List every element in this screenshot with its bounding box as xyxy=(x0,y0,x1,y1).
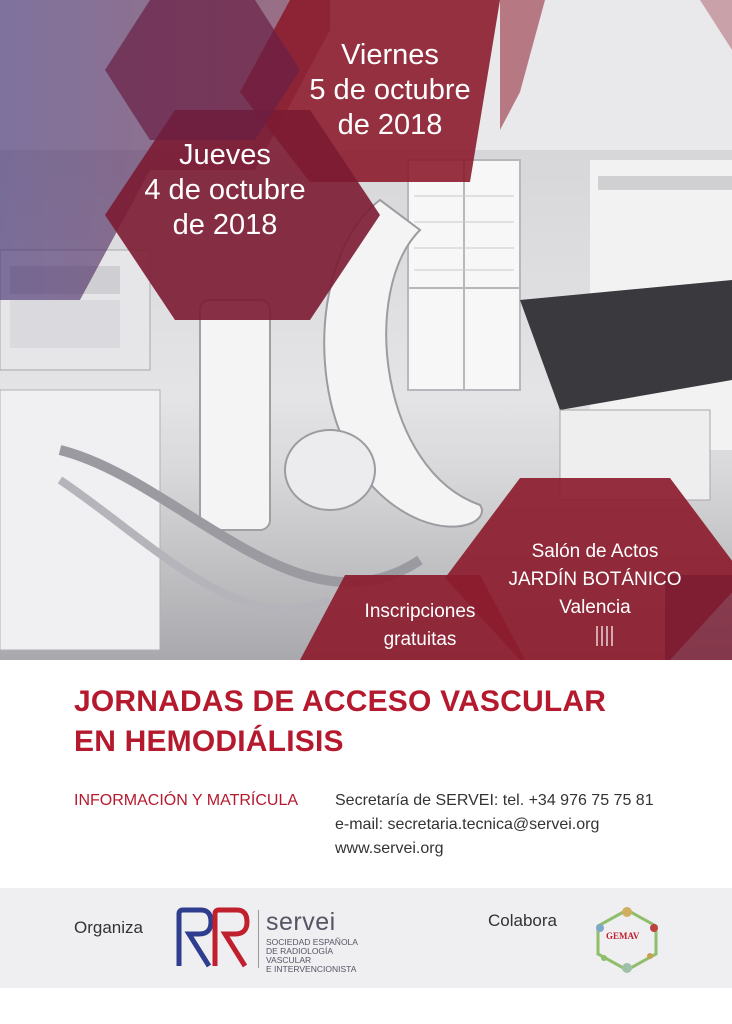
date-thursday-line1: Jueves xyxy=(179,139,271,171)
colabora-label: Colabora xyxy=(488,911,557,930)
venue-line2: JARDÍN BOTÁNICO xyxy=(508,569,682,590)
registration-line2: gratuitas xyxy=(383,629,457,650)
date-friday-line1: Viernes xyxy=(341,39,439,71)
event-title-line1: JORNADAS DE ACCESO VASCULAR xyxy=(74,685,607,718)
date-friday-line2: 5 de octubre xyxy=(309,73,471,106)
registration-line1: Inscripciones xyxy=(364,601,476,622)
c-arm-column xyxy=(200,300,270,530)
contact-info xyxy=(335,789,654,861)
servei-sub-line4: E INTERVENCIONISTA xyxy=(266,964,357,974)
organiza-label: Organiza xyxy=(74,918,143,937)
servei-subtitle xyxy=(266,938,358,974)
servei-sub-line1: SOCIEDAD ESPAÑOLA xyxy=(266,937,358,947)
servei-sub-line3: VASCULAR xyxy=(266,955,312,965)
rr-logo-icon xyxy=(175,906,253,970)
contact-email[interactable]: e-mail: secretaria.tecnica@servei.org xyxy=(335,816,600,833)
gemav-logo xyxy=(592,906,662,974)
registration xyxy=(340,598,500,654)
date-thursday-line2: 4 de octubre xyxy=(144,173,306,206)
venue-line3: Valencia xyxy=(559,597,631,618)
event-title-line2: EN HEMODIÁLISIS xyxy=(74,725,344,758)
machine-base xyxy=(0,390,160,650)
gemav-text: GEMAV xyxy=(606,931,640,941)
date-friday-line3: de 2018 xyxy=(337,108,443,141)
venue-line1: Salón de Actos xyxy=(531,541,659,562)
date-friday xyxy=(295,38,485,142)
contact-website[interactable]: www.servei.org xyxy=(335,840,444,857)
info-label: INFORMACIÓN Y MATRÍCULA xyxy=(74,792,299,809)
servei-sub-line2: DE RADIOLOGÍA xyxy=(266,946,334,956)
venue xyxy=(490,538,700,622)
contact-phone: Secretaría de SERVEI: tel. +34 976 75 75 81 xyxy=(335,792,654,809)
servei-name: servei xyxy=(266,908,336,936)
date-thursday-line3: de 2018 xyxy=(172,208,278,241)
date-thursday xyxy=(125,138,325,242)
event-title xyxy=(74,682,694,762)
logo-divider xyxy=(258,910,259,968)
